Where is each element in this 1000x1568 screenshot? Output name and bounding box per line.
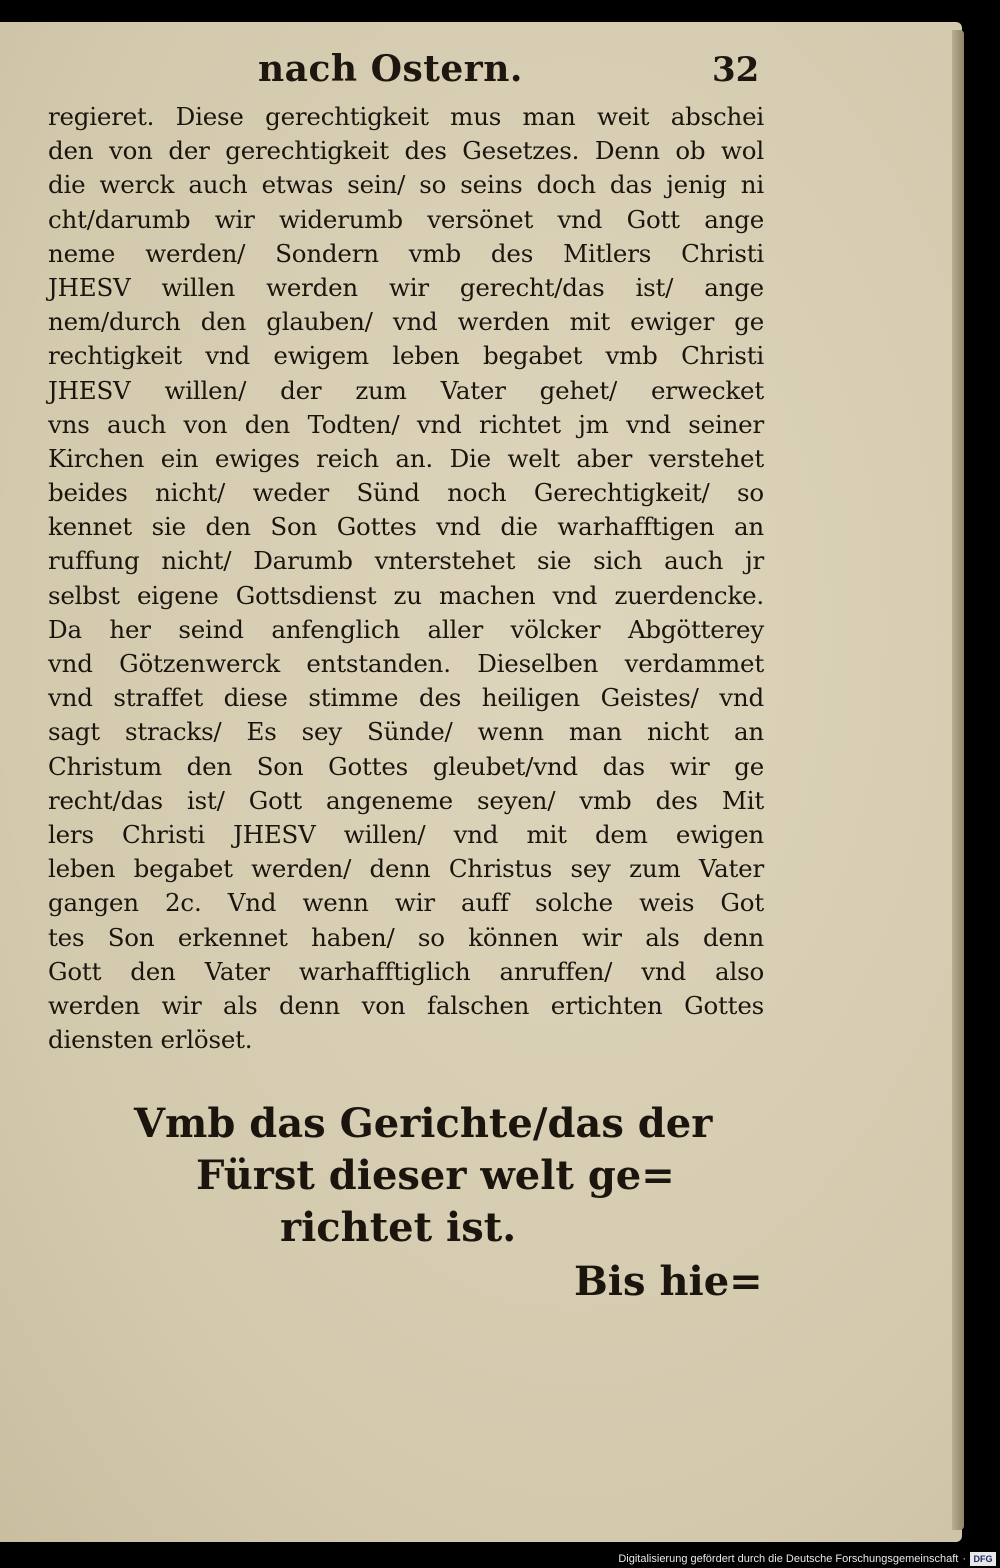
text-line: neme werden/ Sondern vmb des Mitlers Christi [48,238,764,268]
text-line: diensten erlöset. [48,1025,253,1055]
text-line: kennet sie den Son Gottes vnd die warhafftigen an [48,512,764,542]
text-line: Kirchen ein ewiges reich an. Die welt aber verstehet [48,443,764,473]
digitization-credit [618,1552,996,1566]
text-line: Gott den Vater warhafftiglich anruffen/ vnd also [48,956,764,986]
running-head [0,40,962,100]
section-heading-line: Fürst dieser welt ge= [196,1152,675,1199]
text-line: rechtigkeit vnd ewigem leben begabet vmb Christi [48,341,764,371]
text-line: JHESV willen werden wir gerecht/das ist/ ange [48,272,764,302]
text-line: die werck auch etwas sein/ so seins doch das jenig ni [48,170,764,200]
text-line: Christum den Son Gottes gleubet/vnd das wir ge [48,751,764,781]
dfg-logo: DFG [970,1552,996,1566]
section-heading-line: richtet ist. [280,1204,517,1251]
body-text [48,100,764,1057]
text-line: Da her seind anfenglich aller völcker Abgötterey [48,614,764,644]
text-line: vnd straffet diese stimme des heiligen Geistes/ vnd [48,683,764,713]
catchword: Bis hie= [574,1258,763,1305]
running-title: nach Ostern. [258,48,523,90]
text-line: recht/das ist/ Gott angeneme seyen/ vmb des Mit [48,785,764,815]
text-line: leben begabet werden/ denn Christus sey zum Vater [48,854,764,884]
text-line: regieret. Diese gerechtigkeit mus man weit abschei [48,102,764,131]
text-line: gangen 2c. Vnd wenn wir auff solche weis Got [48,888,764,918]
text-line: beides nicht/ weder Sünd noch Gerechtigkeit/ so [48,478,764,508]
separator: · [962,1553,966,1565]
text-line: tes Son erkennet haben/ so können wir als denn [48,922,764,952]
text-line: sagt stracks/ Es sey Sünde/ wenn man nicht an [48,717,764,747]
text-line: lers Christi JHESV willen/ vnd mit dem ewigen [48,819,764,849]
text-line: nem/durch den glauben/ vnd werden mit ewiger ge [48,307,764,337]
text-line: den von der gerechtigkeit des Gesetzes. Denn ob wol [48,136,764,166]
text-line: werden wir als denn von falschen ertichten Gottes [48,990,764,1020]
text-line: JHESV willen/ der zum Vater gehet/ erwecket [48,375,764,405]
text-line: vns auch von den Todten/ vnd richtet jm vnd seiner [48,409,764,439]
text-line: vnd Götzenwerck entstanden. Dieselben verdammet [48,649,764,678]
folio-number: 32 [712,50,760,90]
credit-text: Digitalisierung gefördert durch die Deutsche Forschungsgemeinschaft [618,1553,959,1565]
section-heading [120,1098,713,1254]
page-edge [952,30,964,1530]
text-line: cht/darumb wir widerumb versönet vnd Gott ange [48,204,764,234]
text-line: ruffung nicht/ Darumb vnterstehet sie sich auch jr [48,546,764,576]
section-heading-line: Vmb das Gerichte/das der [134,1100,713,1147]
text-line: selbst eigene Gottsdienst zu machen vnd zuerdencke. [48,580,764,610]
